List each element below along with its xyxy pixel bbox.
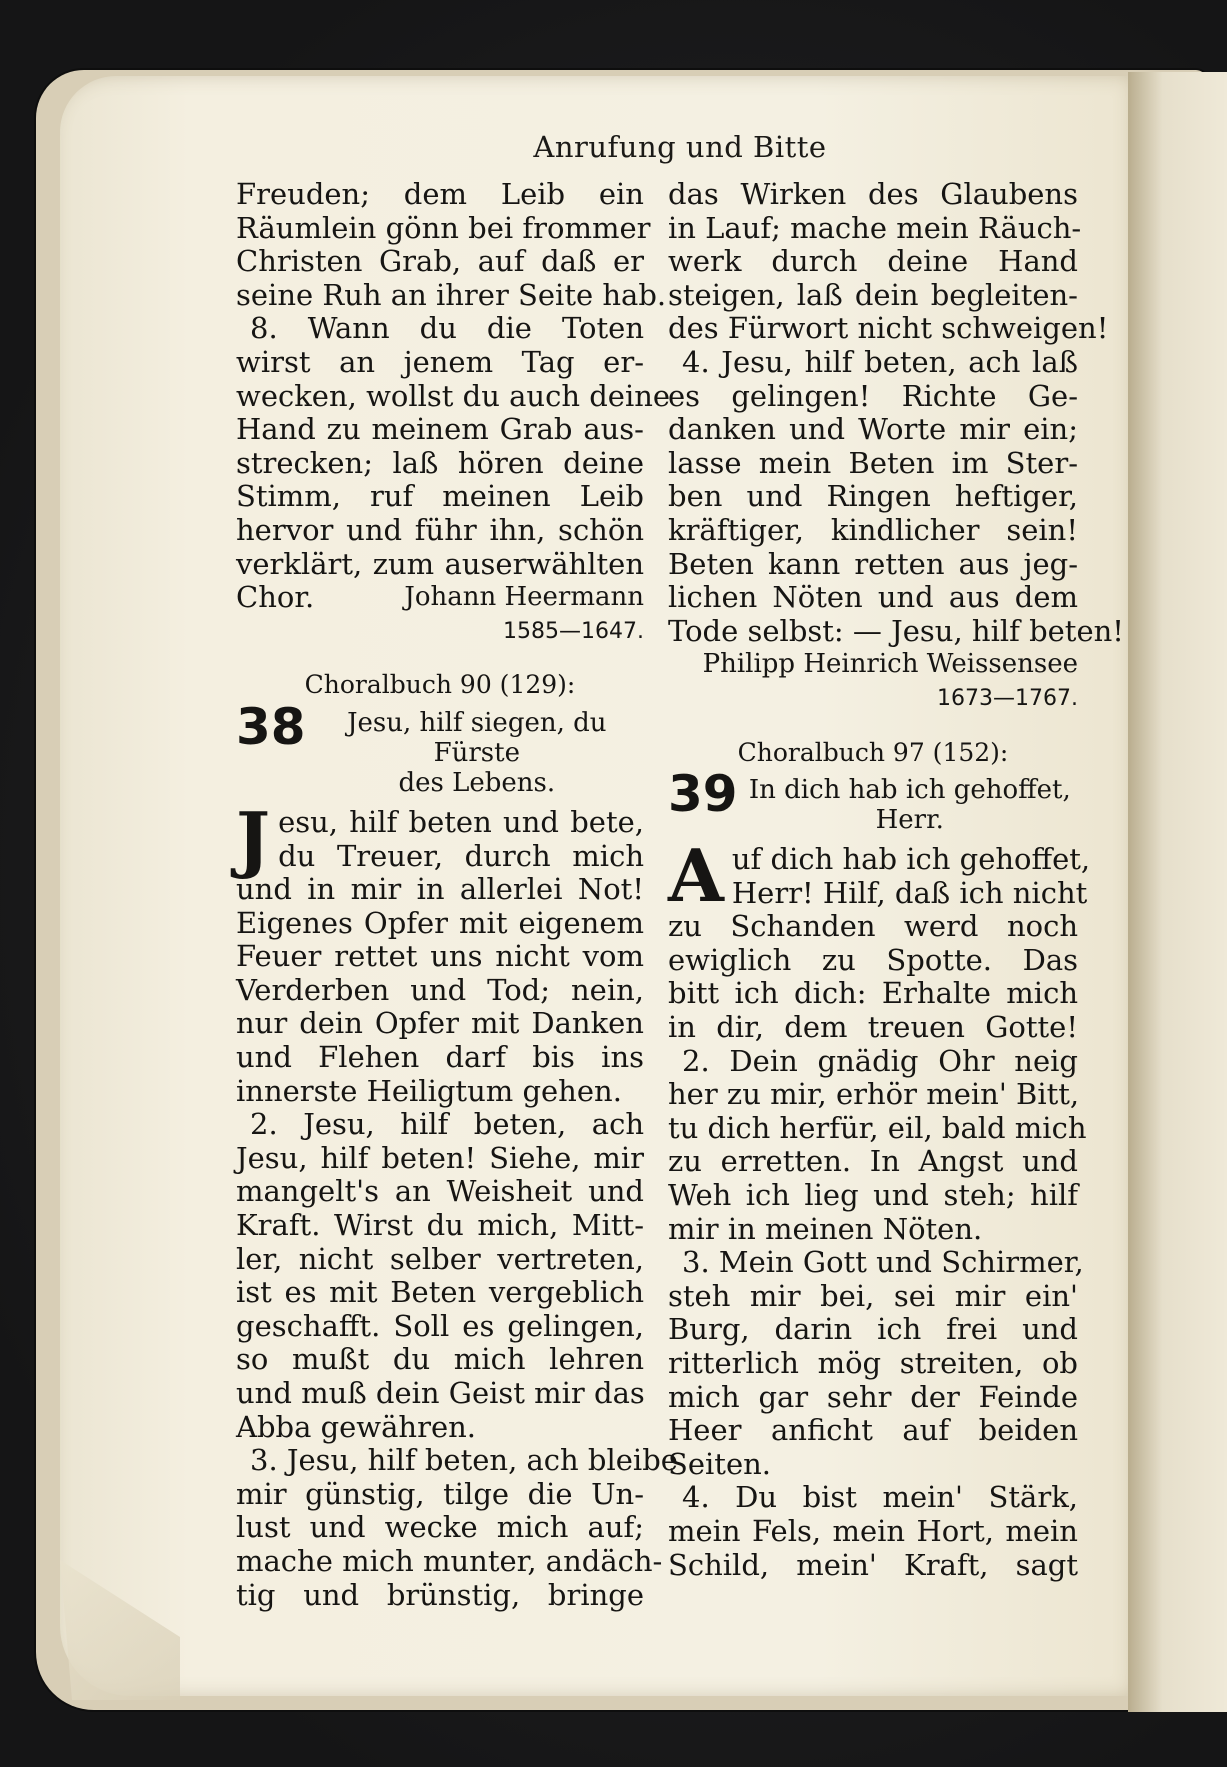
text-line: wecken, wollst du auch deine — [236, 378, 671, 413]
text-line: lasse mein Beten im Ster- — [668, 445, 1078, 480]
text-line: Beten kann retten aus jeg- — [668, 546, 1078, 581]
text-line: und in mir in allerlei Not! — [236, 872, 644, 907]
text-line: tu dich herfür, eil, bald mich — [668, 1110, 1087, 1145]
text-line: mir in meinen Nöten. — [668, 1211, 983, 1246]
text-line: Weh ich lieg und steh; hilf — [668, 1178, 1078, 1213]
choral-reference: Choralbuch 97 (152): — [737, 737, 1009, 767]
text-line: 2. Dein gnädig Ohr neig — [682, 1043, 1078, 1078]
text-line: seine Ruh an ihrer Seite hab. — [236, 277, 667, 312]
text-line: ist es mit Beten vergeblich — [236, 1275, 644, 1310]
text-line: Hand zu meinem Grab aus- — [236, 412, 644, 447]
text-line-with-author — [236, 581, 644, 615]
drop-cap: J — [236, 795, 271, 881]
text-line: Burg, darin ich frei und — [668, 1312, 1078, 1347]
text-line: Stimm, ruf meinen Leib — [236, 479, 644, 514]
text-line: 3. Jesu, hilf beten, ach bleibe — [250, 1443, 678, 1478]
text-line: geschafft. Soll es gelingen, — [236, 1308, 644, 1343]
text-line: mache mich munter, andäch- — [236, 1543, 663, 1578]
text-line: zu Schanden werd noch — [668, 909, 1078, 944]
text-line: Feuer rettet uns nicht vom — [236, 939, 644, 974]
text-line: mich gar sehr der Feinde — [668, 1379, 1078, 1414]
text-line: in Lauf; mache mein Räuch- — [668, 210, 1082, 245]
text-line: es gelingen! Richte Ge- — [668, 378, 1078, 413]
author-name: Johann Heermann — [404, 582, 644, 613]
right-column — [668, 177, 1124, 1582]
text-line: Räumlein gönn bei frommer — [236, 210, 651, 245]
text-line: des Fürwort nicht schweigen! — [668, 311, 1109, 346]
hymn-heading — [236, 697, 644, 798]
text-line: Eigenes Opfer mit eigenem — [236, 905, 644, 940]
continuation-stanza — [668, 177, 1124, 716]
text-line: 4. Jesu, hilf beten, ach laß — [682, 344, 1078, 379]
text-line: du Treuer, durch mich — [278, 838, 644, 873]
text-line: ewiglich zu Spotte. Das — [668, 942, 1078, 977]
text-line: hervor und führ ihn, schön — [236, 512, 644, 547]
text-line: das Wirken des Glaubens — [668, 177, 1078, 211]
text-line: lichen Nöten und aus dem — [668, 580, 1078, 615]
text-line: Abba gewähren. — [236, 1409, 477, 1444]
drop-cap: A — [668, 833, 724, 919]
text-line: Freuden; dem Leib ein — [236, 177, 644, 211]
text-line: Kraft. Wirst du mich, Mitt- — [236, 1208, 644, 1243]
hymn-number: 38 — [236, 697, 306, 756]
text-line: Tode selbst: — Jesu, hilf beten! — [668, 613, 1124, 648]
hymn-tune — [310, 702, 644, 798]
text-line: ben und Ringen heftiger, — [668, 479, 1078, 514]
text-line: und muß dein Geist mir das — [236, 1376, 645, 1410]
text-line: 3. Mein Gott und Schirmer, — [682, 1245, 1084, 1280]
text-line: 2. Jesu, hilf beten, ach — [250, 1107, 644, 1142]
first-stanza — [236, 795, 644, 881]
tune-line: Herr. — [875, 805, 944, 836]
text-line: zu erretten. In Angst und — [668, 1144, 1078, 1179]
author-years: 1585—1647. — [503, 618, 644, 644]
text-line: Schild, mein' Kraft, sagt — [668, 1547, 1078, 1582]
left-column — [236, 177, 678, 1612]
text-line: tig und brünstig, bringe — [236, 1577, 644, 1612]
hymn-39 — [668, 736, 1091, 1583]
tune-line: des Lebens. — [398, 767, 556, 798]
text-line: her zu mir, erhör mein' Bitt, — [668, 1077, 1080, 1112]
hymn-number: 39 — [668, 765, 738, 824]
text-line: in dir, dem treuen Gotte! — [668, 1010, 1078, 1045]
text-line: werk durch deine Hand — [668, 244, 1078, 279]
text-line: strecken; laß hören deine — [236, 445, 644, 480]
text-line: und Flehen darf bis ins — [236, 1040, 644, 1075]
text-line: steh mir bei, sei mir ein' — [668, 1278, 1078, 1313]
text-line: mein Fels, mein Hort, mein — [668, 1513, 1078, 1548]
hymn-38 — [236, 668, 678, 1612]
choral-reference: Choralbuch 90 (129): — [304, 670, 576, 700]
author-name: Philipp Heinrich Weissensee — [702, 649, 1078, 680]
text-line: 8. Wann du die Toten — [250, 311, 644, 346]
text-line: Seiten. — [668, 1446, 772, 1481]
text-line: wirst an jenem Tag er- — [236, 344, 644, 379]
text-line: nur dein Opfer mit Danken — [236, 1006, 644, 1041]
text-line: esu, hilf beten und bete, — [278, 804, 644, 839]
book-gutter — [1128, 72, 1227, 1712]
hymn-tune — [742, 769, 1078, 835]
text-line: ritterlich mög streiten, ob — [668, 1346, 1078, 1380]
text-line: Heer anficht auf beiden — [668, 1413, 1078, 1448]
text-line: Verderben und Tod; nein, — [236, 972, 644, 1007]
tune-line: Jesu, hilf siegen, du Fürste — [347, 707, 607, 768]
text-line: mangelt's an Weisheit und — [236, 1174, 644, 1209]
continuation-stanza — [236, 177, 671, 648]
text-line: lust und wecke mich auf; — [236, 1510, 644, 1545]
hymn-heading — [668, 765, 1078, 836]
text-fragment: Chor. — [236, 580, 315, 615]
first-stanza — [668, 833, 1091, 919]
running-header: Anrufung und Bitte — [533, 130, 827, 164]
author-years: 1673—1767. — [937, 685, 1078, 711]
text-line: Herr! Hilf, daß ich nicht — [731, 875, 1088, 910]
text-line: danken und Worte mir ein; — [668, 412, 1078, 447]
text-line: mir günstig, tilge die Un- — [236, 1476, 644, 1511]
text-line: Jesu, hilf beten! Siehe, mir — [236, 1140, 644, 1175]
text-line: innerste Heiligtum gehen. — [236, 1073, 622, 1108]
text-line: 4. Du bist mein' Stärk, — [682, 1480, 1078, 1515]
tune-line: In dich hab ich gehoffet, — [748, 775, 1071, 806]
text-line: bitt ich dich: Erhalte mich — [668, 976, 1078, 1011]
text-line: ler, nicht selber vertreten, — [236, 1241, 644, 1276]
text-line: steigen, laß dein begleiten- — [668, 277, 1078, 312]
text-line: kräftiger, kindlicher sein! — [668, 512, 1078, 547]
text-line: verklärt, zum auserwählten — [236, 546, 644, 581]
text-line: so mußt du mich lehren — [236, 1342, 644, 1377]
text-line: Christen Grab, auf daß er — [236, 244, 644, 279]
text-line: uf dich hab ich gehoffet, — [731, 842, 1091, 877]
